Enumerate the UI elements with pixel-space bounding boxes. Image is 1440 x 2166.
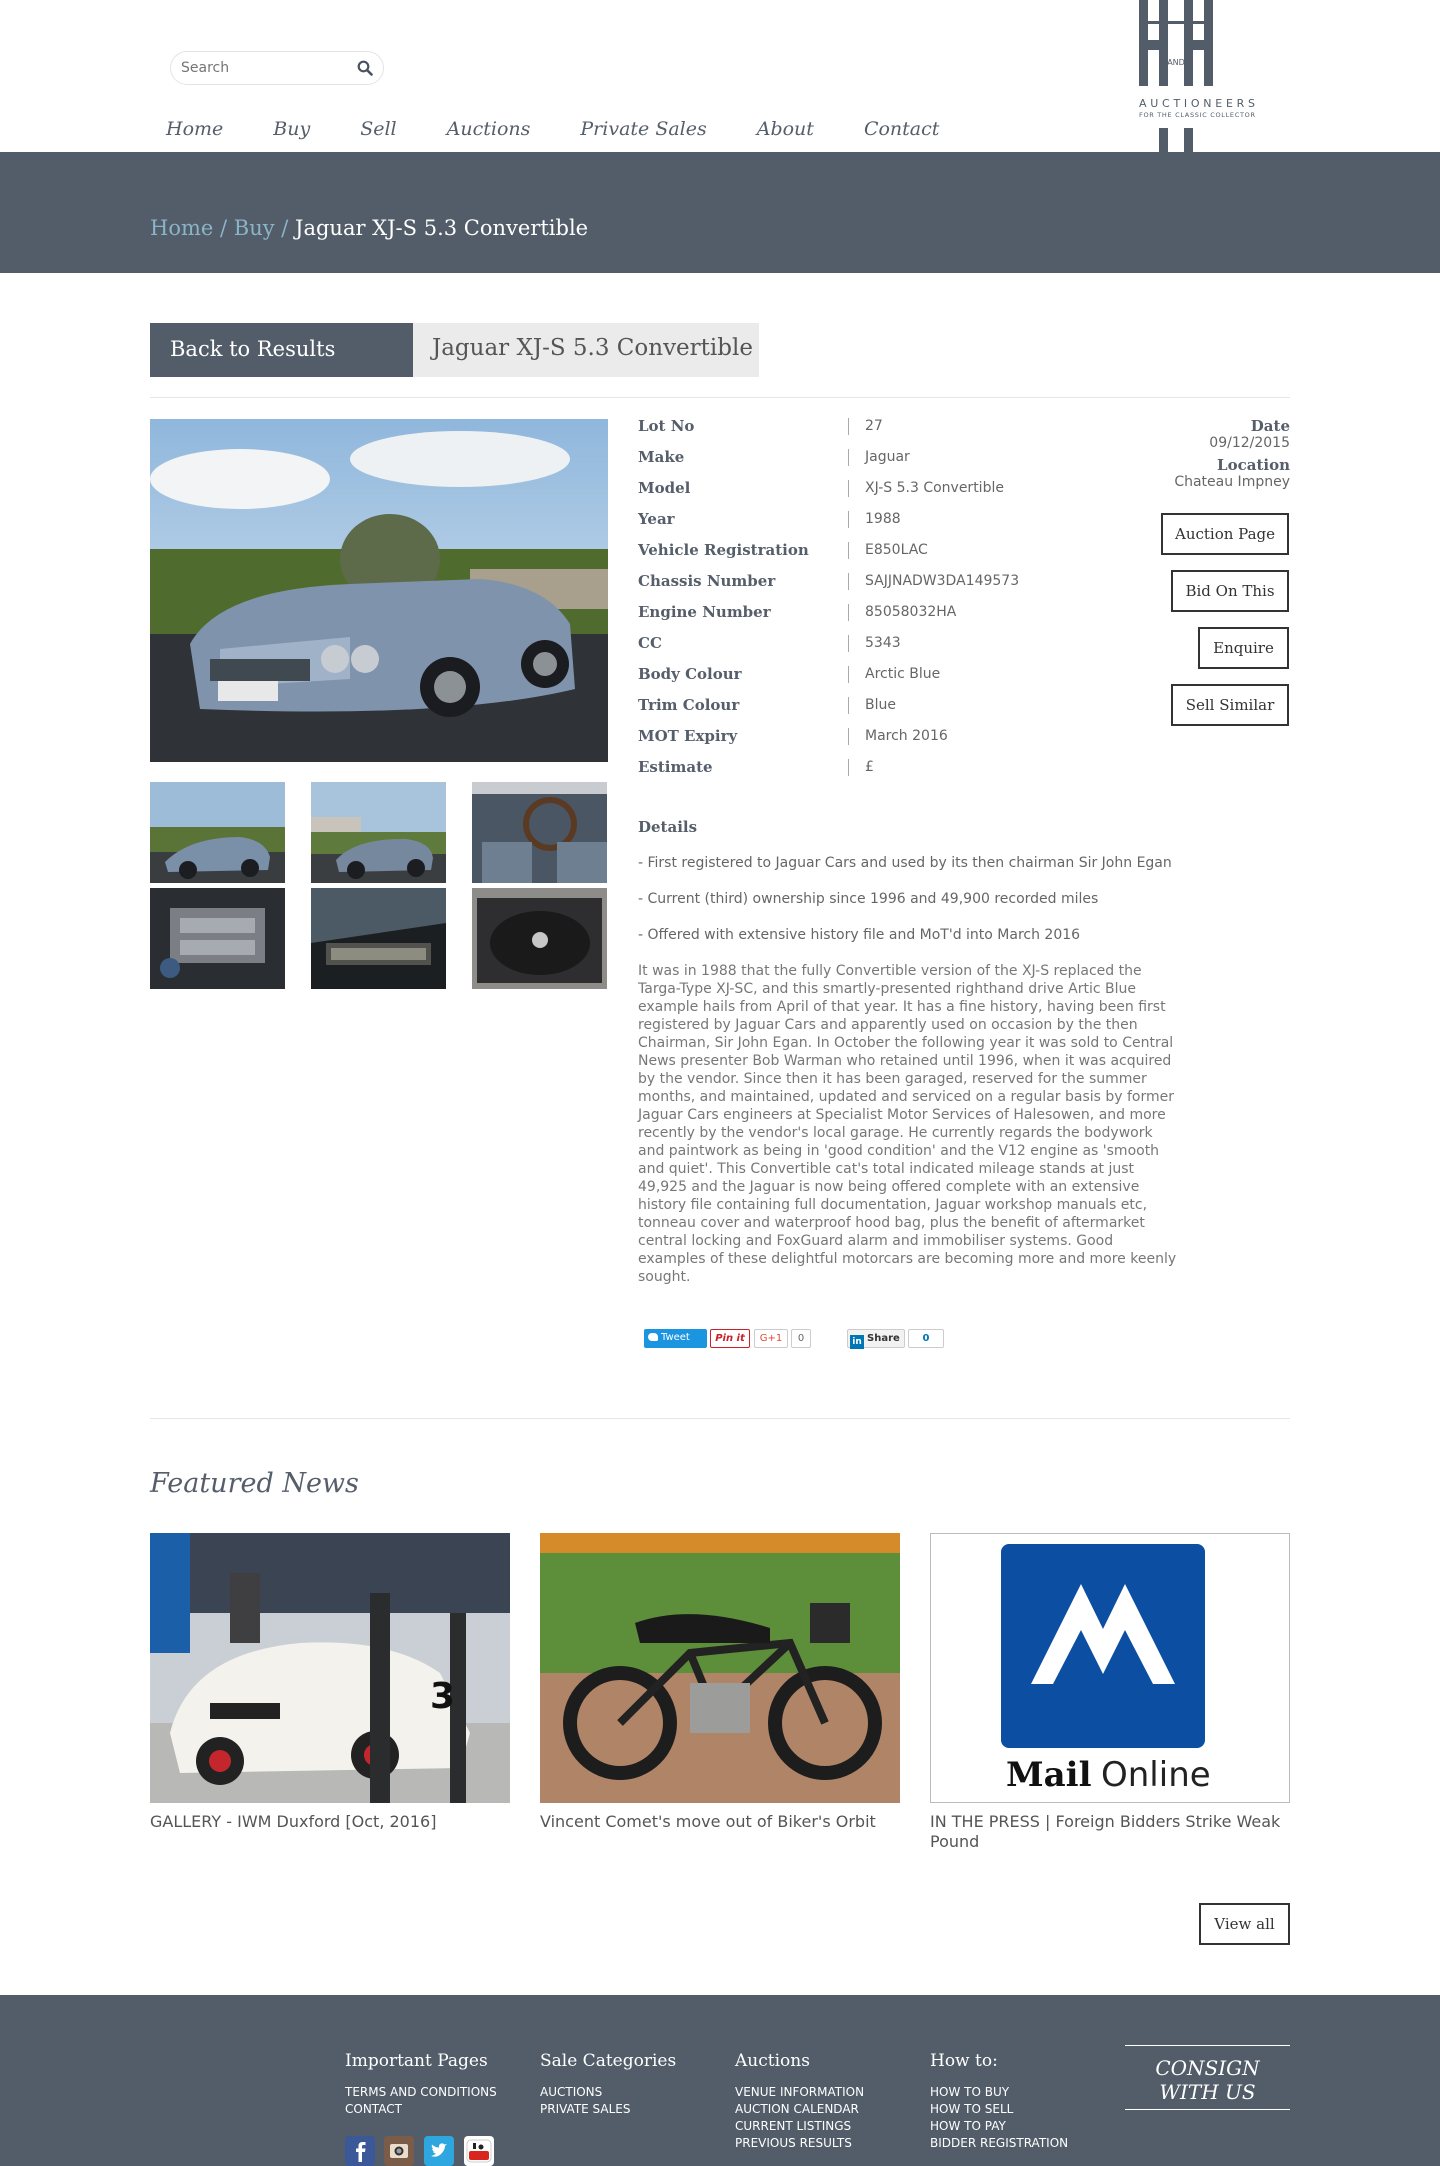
location-label: Location <box>1217 456 1290 474</box>
svg-text:FOR THE CLASSIC COLLECTOR: FOR THE CLASSIC COLLECTOR <box>1139 111 1255 119</box>
spec-row-body-colour <box>638 663 1158 694</box>
spec-label: Vehicle Registration <box>638 541 809 559</box>
spec-value: SAJJNADW3DA149573 <box>865 573 1020 589</box>
twitter-icon[interactable] <box>424 2136 454 2166</box>
linkedin-icon: in <box>850 1335 864 1349</box>
footer-heading: Sale Categories <box>540 2051 677 2071</box>
divider <box>848 449 849 466</box>
footer-column-important-pages <box>345 2051 497 2118</box>
gallery-thumbnail[interactable] <box>311 888 446 989</box>
footer-heading: Important Pages <box>345 2051 488 2071</box>
spec-row-registration <box>638 539 1158 570</box>
footer-link-how-to-pay[interactable]: HOW TO PAY <box>930 2119 1006 2133</box>
footer-link-auction-calendar[interactable]: AUCTION CALENDAR <box>735 2102 859 2116</box>
spec-value: £ <box>865 759 874 775</box>
lot-details <box>638 818 1178 1286</box>
svg-text:AND: AND <box>1167 58 1185 67</box>
breadcrumb <box>150 216 588 240</box>
breadcrumb-buy[interactable]: Buy <box>233 216 275 240</box>
nav-private-sales[interactable]: Private Sales <box>580 118 707 140</box>
main-car-photo[interactable] <box>150 419 608 762</box>
spec-row-chassis <box>638 570 1158 601</box>
spec-row-make <box>638 446 1158 477</box>
spec-label: Estimate <box>638 758 713 776</box>
nav-auctions[interactable]: Auctions <box>446 118 531 140</box>
news-caption: Vincent Comet's move out of Biker's Orbit <box>540 1812 876 1831</box>
spec-label: Year <box>638 510 675 528</box>
sell-similar-button[interactable]: Sell Similar <box>1171 684 1289 726</box>
spec-value: 27 <box>865 418 883 434</box>
footer-heading: Auctions <box>735 2051 810 2071</box>
spec-row-mot-expiry <box>638 725 1158 756</box>
spec-value: 1988 <box>865 511 901 527</box>
auction-info <box>1174 417 1290 495</box>
auction-page-button[interactable]: Auction Page <box>1161 513 1289 555</box>
nav-sell[interactable]: Sell <box>360 118 397 140</box>
spec-label: MOT Expiry <box>638 727 738 745</box>
youtube-icon[interactable] <box>464 2136 494 2166</box>
footer-link-how-to-sell[interactable]: HOW TO SELL <box>930 2102 1014 2116</box>
footer-link-how-to-buy[interactable]: HOW TO BUY <box>930 2085 1010 2099</box>
news-card[interactable] <box>930 1533 1290 1852</box>
spec-row-trim-colour <box>638 694 1158 725</box>
spec-label: Model <box>638 479 691 497</box>
footer-link-previous-results[interactable]: PREVIOUS RESULTS <box>735 2136 852 2150</box>
footer-column-how-to <box>930 2051 1068 2152</box>
nav-contact[interactable]: Contact <box>863 118 940 140</box>
linkedin-share-button[interactable] <box>847 1329 905 1348</box>
news-caption: GALLERY - IWM Duxford [Oct, 2016] <box>150 1812 437 1831</box>
share-label: Share <box>867 1333 900 1344</box>
details-bullet: - Offered with extensive history file and MoT'd into March 2016 <box>638 927 1081 943</box>
auction-date: 09/12/2015 <box>1209 435 1290 451</box>
details-bullet: - First registered to Jaguar Cars and used by its then chairman Sir John Egan <box>638 855 1172 871</box>
breadcrumb-band <box>0 152 1440 273</box>
footer-heading: How to: <box>930 2051 998 2071</box>
divider <box>848 728 849 745</box>
spec-value: XJ-S 5.3 Convertible <box>865 480 1004 496</box>
divider <box>848 573 849 590</box>
spec-label: Chassis Number <box>638 572 776 590</box>
news-card[interactable] <box>150 1533 510 1832</box>
divider <box>848 418 849 435</box>
pinterest-button[interactable]: Pin it <box>710 1329 750 1348</box>
footer-link-contact[interactable]: CONTACT <box>345 2102 402 2116</box>
spec-value: Jaguar <box>865 449 910 465</box>
gallery-thumbnail[interactable] <box>472 888 607 989</box>
spec-label: Lot No <box>638 417 695 435</box>
nav-about[interactable]: About <box>756 118 814 140</box>
search-box[interactable] <box>170 51 384 85</box>
spec-value: Blue <box>865 697 896 713</box>
spec-row-lot-no <box>638 415 1158 446</box>
divider <box>848 604 849 621</box>
details-body: It was in 1988 that the fully Convertible version of the XJ-S replaced the Targa-Type XJ-SC, and this smartly-presented righthand drive Artic Blue example hails from April of that year. It has a fine history, having been first registered by Jaguar Cars and apparently used on occasion by the then Chairman, Sir John Egan. In October the following year it was sold to Central News presenter Bob Warman who retained until 1996, when it was acquired by the vendor. Since then it has been garaged, reserved for the summer months, and maintained, updated and serviced on a regular basis by former Jaguar Cars engineers at Specialist Motor Services of Halesowen, and more recently by the vendor's local garage. He currently regards the bodywork and paintwork as being in 'good condition' and the V12 engine as 'smooth and quiet'. This Convertible cat's total indicated mileage stands at just 49,925 and the Jaguar is now being offered complete with an extensive history file containing full documentation, Jaguar workshop manuals etc, tonneau cover and waterproof hood bag, plus the benefit of aftermarket central locking and FoxGuard alarm and immobiliser systems. Good examples of these delightful motorcars are becoming more and more keenly sought. <box>638 963 1177 1285</box>
footer-column-auctions <box>735 2051 864 2152</box>
tweet-button[interactable] <box>644 1329 707 1348</box>
bid-on-this-button[interactable]: Bid On This <box>1171 570 1289 612</box>
google-plus-button[interactable]: G+1 <box>754 1329 788 1348</box>
spec-row-cc <box>638 632 1158 663</box>
spec-value: March 2016 <box>865 728 948 744</box>
svg-text:3: 3 <box>430 1676 456 1717</box>
news-image <box>150 1533 510 1803</box>
spec-row-model <box>638 477 1158 508</box>
footer-link-auctions[interactable]: AUCTIONS <box>540 2085 603 2099</box>
footer-link-bidder-registration[interactable]: BIDDER REGISTRATION <box>930 2136 1069 2150</box>
details-bullet: - Current (third) ownership since 1996 and 49,900 recorded miles <box>638 891 1099 907</box>
search-input[interactable] <box>181 58 341 78</box>
spec-row-engine <box>638 601 1158 632</box>
divider <box>150 397 1290 398</box>
spec-label: Body Colour <box>638 665 742 683</box>
footer-link-venue-information[interactable]: VENUE INFORMATION <box>735 2085 865 2099</box>
news-card[interactable] <box>540 1533 900 1832</box>
linkedin-share-count: 0 <box>908 1329 944 1348</box>
svg-text:Mail: Mail <box>1006 1755 1092 1795</box>
spec-row-year <box>638 508 1158 539</box>
main-nav <box>166 118 989 140</box>
gallery-thumbnail[interactable] <box>150 888 285 989</box>
back-to-results-button[interactable]: Back to Results <box>150 323 413 377</box>
divider <box>848 666 849 683</box>
footer-link-terms[interactable]: TERMS AND CONDITIONS <box>345 2085 497 2099</box>
spec-label: Make <box>638 448 685 466</box>
divider <box>848 697 849 714</box>
facebook-icon[interactable] <box>345 2136 375 2166</box>
consign-with-us-link[interactable]: CONSIGN WITH US <box>1125 2045 1290 2110</box>
search-icon[interactable] <box>357 60 373 76</box>
enquire-button[interactable]: Enquire <box>1198 627 1289 669</box>
site-header <box>0 0 1440 152</box>
news-caption: IN THE PRESS | Foreign Bidders Strike Weak Pound <box>930 1812 1281 1851</box>
svg-text:Online: Online <box>1101 1755 1211 1795</box>
details-heading: Details <box>638 818 698 836</box>
google-plus-count: 0 <box>791 1329 811 1348</box>
breadcrumb-current: Jaguar XJ-S 5.3 Convertible <box>295 216 589 240</box>
divider <box>848 759 849 776</box>
breadcrumb-home[interactable]: Home <box>150 216 214 240</box>
date-label: Date <box>1250 417 1290 435</box>
spec-label: Engine Number <box>638 603 771 621</box>
divider <box>848 511 849 528</box>
nav-home[interactable]: Home <box>166 118 224 140</box>
view-all-news-button[interactable]: View all <box>1199 1903 1290 1945</box>
spec-value: 5343 <box>865 635 901 651</box>
gallery-thumbnail[interactable] <box>150 782 285 883</box>
spec-label: CC <box>638 634 662 652</box>
divider <box>150 1418 1290 1419</box>
footer-link-current-listings[interactable]: CURRENT LISTINGS <box>735 2119 852 2133</box>
site-logo[interactable] <box>1138 0 1256 152</box>
nav-buy[interactable]: Buy <box>273 118 311 140</box>
page-title: Jaguar XJ-S 5.3 Convertible <box>413 323 759 377</box>
breadcrumb-separator: / <box>220 216 228 240</box>
site-footer <box>0 1995 1440 2166</box>
spec-value: Arctic Blue <box>865 666 941 682</box>
breadcrumb-separator: / <box>281 216 289 240</box>
divider <box>848 480 849 497</box>
spec-label: Trim Colour <box>638 696 740 714</box>
spec-value: E850LAC <box>865 542 928 558</box>
twitter-icon <box>648 1333 658 1341</box>
spec-row-estimate <box>638 756 1158 787</box>
gallery-thumbnail[interactable] <box>472 782 607 883</box>
footer-column-sale-categories <box>540 2051 676 2118</box>
instagram-icon[interactable] <box>384 2136 414 2166</box>
news-image <box>930 1533 1290 1803</box>
footer-link-private-sales[interactable]: PRIVATE SALES <box>540 2102 631 2116</box>
gallery-thumbnail[interactable] <box>311 782 446 883</box>
svg-text:AUCTIONEERS: AUCTIONEERS <box>1139 97 1255 110</box>
spec-value: 85058032HA <box>865 604 957 620</box>
news-image <box>540 1533 900 1803</box>
tweet-label: Tweet <box>661 1332 690 1343</box>
divider <box>848 635 849 652</box>
lot-specifications <box>638 415 1158 787</box>
car-photo-image <box>150 419 608 762</box>
divider <box>848 542 849 559</box>
featured-news-heading: Featured News <box>150 1468 359 1499</box>
auction-location: Chateau Impney <box>1174 474 1290 490</box>
